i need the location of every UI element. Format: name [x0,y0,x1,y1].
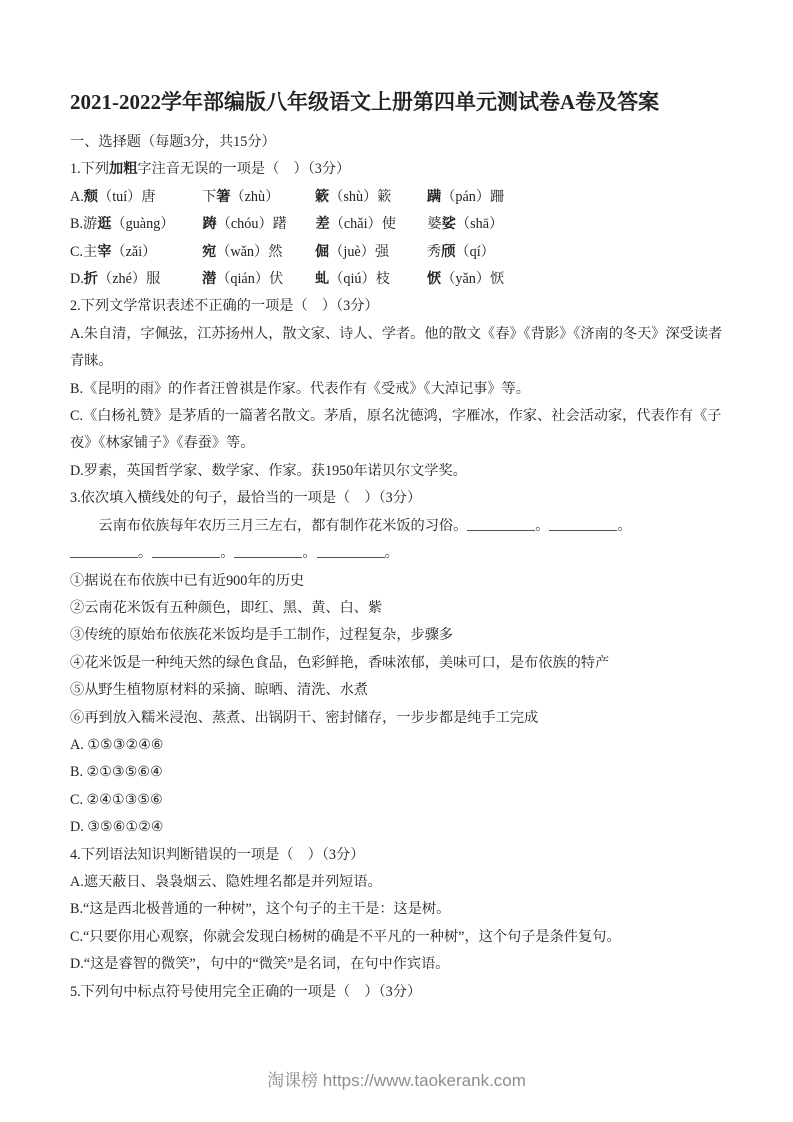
q1-option-item: 蹒（pán）跚 [427,188,505,205]
q4-option-c: C.“只要你用心观察，你就会发现白杨树的确是不平凡的一种树”，这个句子是条件复句。 [70,928,621,945]
q1-stem [70,156,727,183]
q3-blanks-row-1: 。 。 [467,518,631,534]
q1-bold-char: 差 [315,216,330,233]
q3-lead-text: 云南布依族每年农历三月三左右，都有制作花米饭的习俗。 [70,517,468,534]
q1-option-item: 倔（juè）强 [315,243,390,260]
q1-option-item: C.主宰（zǎi） [70,243,157,260]
q3-sentence-5: ⑤从野生植物原材料的采摘、晾晒、清洗、水煮 [70,682,368,699]
q1-option-item: 下箸（zhù） [202,188,280,205]
q3-stem: 3.依次填入横线处的句子，最恰当的一项是（ ）（3分） [70,490,422,507]
answer-blank [549,517,617,531]
q3-blanks-row-2: 。 。 。 。 [70,545,399,561]
q1-stem-post: 字注音无误的一项是（ ）（3分） [137,161,351,178]
q5-stem: 5.下列句中标点符号使用完全正确的一项是（ ）（3分） [70,983,422,1000]
q1-option-c [70,239,727,266]
q1-bold-char: 蹒 [427,188,442,205]
q3-option-b: B. ②①③⑤⑥④ [70,764,163,781]
q2-option-c: C.《白杨礼赞》是茅盾的一篇著名散文。茅盾，原名沈德鸿，字雁冰，作家、社会活动家，代表作有《子夜》《林家铺子》《春蚕》等。 [70,408,722,452]
q1-bold-char: 箸 [216,188,231,205]
q1-option-item: A.颓（tuí）唐 [70,188,156,205]
q1-bold-char: 倔 [315,243,330,260]
q1-option-item: 踌（chóu）躇 [202,216,287,233]
page-title: 2021-2022学年部编版八年级语文上册第四单元测试卷A卷及答案 [70,90,660,114]
q1-bold-char: 踌 [202,216,217,233]
q3-blanks-line [70,540,727,567]
q1-option-item: 秀颀（qí） [427,243,495,260]
q3-sentence-3: ③传统的原始布依族花米饭均是手工制作，过程复杂，步骤多 [70,627,454,644]
q1-bold-char: 折 [83,271,98,288]
q3-lead-line [70,513,727,540]
q3-sentence-1: ①据说在布依族中已有近900年的历史 [70,572,305,589]
q4-option-b: B.“这是西北极普通的一种树”，这个句子的主干是：这是树。 [70,901,451,918]
q1-bold-char: 宛 [202,243,217,260]
answer-blank [152,544,220,558]
q3-option-d: D. ③⑤⑥①②④ [70,819,164,836]
q3-option-c: C. ②④①③⑤⑥ [70,791,163,808]
q1-bold-char: 虬 [315,271,330,288]
q1-option-item: 潜（qián）伏 [202,271,284,288]
q2-option-a: A.朱自清，字佩弦，江苏扬州人，散文家、诗人、学者。他的散文《春》《背影》《济南的冬天》深受读者青睐。 [70,325,723,370]
q4-option-d: D.“这是睿智的微笑”，句中的“微笑”是名词，在句中作宾语。 [70,956,450,973]
q1-stem-pre: 1.下列 [70,161,110,178]
q1-option-item: 虬（qiú）枝 [315,271,390,288]
q1-stem-bold: 加粗 [109,161,138,178]
answer-blank [467,517,535,531]
q1-bold-char: 颀 [441,243,456,260]
q1-option-item: B.游逛（guàng） [70,216,175,233]
q1-option-b [70,211,727,238]
q1-bold-char: 颓 [83,188,98,205]
q4-stem: 4.下列语法知识判断错误的一项是（ ）（3分） [70,846,365,863]
q3-option-a: A. ①⑤③②④⑥ [70,736,164,753]
q2-option-d: D.罗素，英国哲学家、数学家、作家。获1950年诺贝尔文学奖。 [70,462,467,479]
q2-stem: 2.下列文学常识表述不正确的一项是（ ）（3分） [70,298,379,315]
q1-bold-char: 娑 [441,216,456,233]
q1-option-item: 簌（shù）簌 [315,188,392,205]
q1-option-item: 宛（wǎn）然 [202,243,283,260]
footer-watermark: 淘课榜 https://www.taokerank.com [267,1071,526,1090]
q1-option-item: 婆娑（shā） [427,216,504,233]
q4-option-a: A.遮天蔽日、袅袅烟云、隐姓埋名都是并列短语。 [70,873,382,890]
q1-bold-char: 逛 [97,216,112,233]
answer-blank [234,544,302,558]
answer-blank [70,544,138,558]
q3-sentence-2: ②云南花米饭有五种颜色，即红、黑、黄、白、紫 [70,599,383,616]
q1-bold-char: 宰 [97,243,112,260]
q2-option-b: B.《昆明的雨》的作者汪曾祺是作家。代表作有《受戒》《大淖记事》等。 [70,380,530,397]
q1-option-a [70,184,727,211]
q1-bold-char: 恹 [427,271,442,288]
q1-bold-char: 簌 [315,188,330,205]
section-heading: 一、选择题（每题3分，共15分） [70,134,276,150]
q3-sentence-4: ④花米饭是一种纯天然的绿色食品，色彩鲜艳，香味浓郁，美味可口，是布依族的特产 [70,654,610,671]
q1-option-d [70,266,727,293]
q1-option-item: 恹（yǎn）恹 [427,271,505,288]
q1-bold-char: 潜 [202,271,217,288]
q3-sentence-6: ⑥再到放入糯米浸泡、蒸煮、出锅阴干、密封储存，一步步都是纯手工完成 [70,709,539,726]
q1-option-item: D.折（zhé）服 [70,271,161,288]
q1-option-item: 差（chǎi）使 [315,216,396,233]
answer-blank [317,544,385,558]
